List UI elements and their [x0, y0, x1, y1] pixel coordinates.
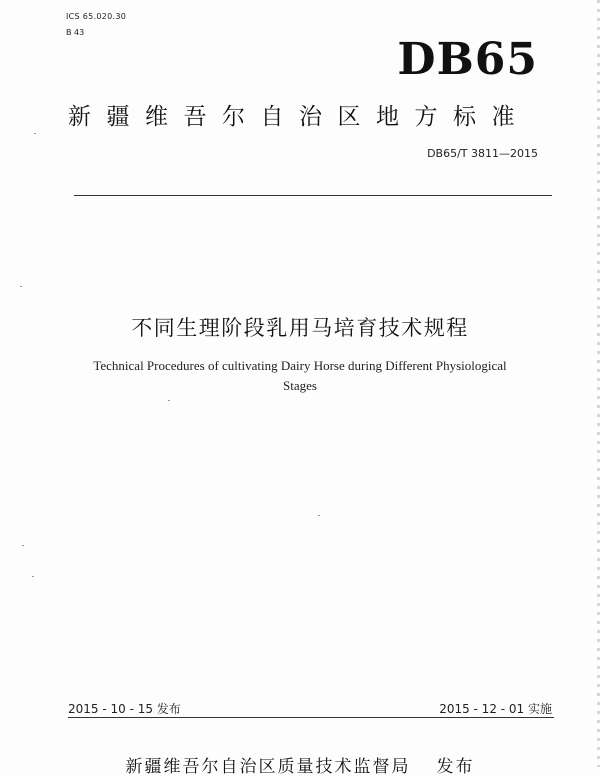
- classification-code: B 43: [66, 28, 85, 37]
- ics-code: ICS 65.020.30: [66, 12, 127, 21]
- scan-speck: [32, 576, 34, 577]
- document-title-chinese: 不同生理阶段乳用马培育技术规程: [131, 316, 469, 340]
- scan-speck: [168, 400, 170, 401]
- issue-date: 2015 - 10 - 15 发布: [68, 702, 181, 716]
- footer-divider: [68, 717, 554, 718]
- document-title-english: [60, 356, 540, 396]
- english-title-line-2: Stages: [283, 378, 317, 393]
- issuer-name: 新疆维吾尔自治区质量技术监督局: [125, 757, 411, 777]
- standard-logo: DB65: [397, 34, 538, 85]
- issuing-authority: [0, 752, 600, 777]
- scan-speck: [20, 286, 22, 287]
- standard-type-heading: 新疆维吾尔自治区地方标准: [68, 104, 530, 130]
- implementation-date: 2015 - 12 - 01 实施: [439, 702, 552, 716]
- scan-speck: [34, 133, 36, 134]
- standard-number: DB65/T 3811—2015: [427, 147, 538, 160]
- english-title-line-1: Technical Procedures of cultivating Dairy Horse during Different Physiological: [93, 358, 507, 373]
- scan-speck: [318, 515, 320, 516]
- header-divider: [74, 195, 552, 196]
- scan-speck: [22, 545, 24, 546]
- issue-label: 发布: [436, 757, 475, 777]
